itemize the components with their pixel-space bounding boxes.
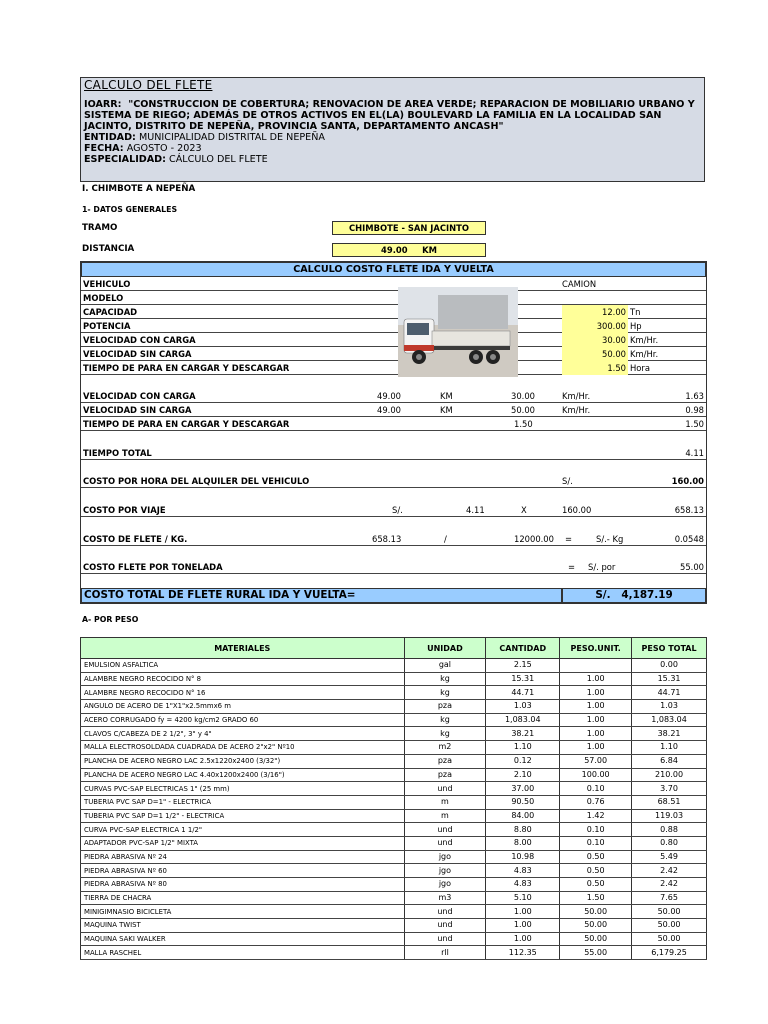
costo-kg-equals: = [565, 534, 573, 544]
col-header-unidad: UNIDAD [404, 638, 486, 659]
costo-hora-label: COSTO POR HORA DEL ALQUILER DEL VEHICULO [83, 476, 310, 486]
cell-material: TUBERIA PVC SAP D=1" - ELECTRICA [81, 795, 405, 809]
truck-photo [398, 287, 518, 377]
cell-peso-total: 44.71 [632, 686, 707, 700]
cell-material: MAQUINA SAKI WALKER [81, 932, 405, 946]
cell-unidad: pza [404, 754, 486, 768]
r1-label: VELOCIDAD CON CARGA [83, 391, 196, 401]
cell-cantidad: 1.03 [486, 700, 560, 714]
costo-hora-currency: S/. [562, 476, 573, 486]
r2-speed: 50.00 [511, 405, 535, 415]
materials-section-title: A- POR PESO [82, 615, 139, 624]
table-row [81, 946, 707, 960]
costo-kg-divide: / [444, 534, 447, 544]
tp-unit: Hora [630, 363, 650, 373]
cell-cantidad: 2.15 [486, 659, 560, 673]
table-row [81, 919, 707, 933]
costo-kg-row [81, 532, 706, 546]
cell-peso-total: 2.42 [632, 864, 707, 878]
col-header-cantidad: CANTIDAD [486, 638, 560, 659]
potencia-value: 300.00 [562, 319, 628, 333]
cell-peso-unit: 1.00 [560, 713, 632, 727]
table-row [81, 850, 707, 864]
cell-cantidad: 44.71 [486, 686, 560, 700]
especialidad-line [84, 154, 268, 165]
costo-viaje-hours: 4.11 [466, 505, 485, 515]
costo-viaje-rate: 160.00 [562, 505, 592, 515]
cell-peso-unit: 0.10 [560, 782, 632, 796]
r1-distance: 49.00 [377, 391, 401, 401]
col-header-materiales: MATERIALES [81, 638, 405, 659]
cell-peso-unit: 1.42 [560, 809, 632, 823]
cell-peso-total: 119.03 [632, 809, 707, 823]
vsc-unit: Km/Hr. [630, 349, 659, 359]
tp-label: TIEMPO DE PARA EN CARGAR Y DESCARGAR [83, 363, 290, 373]
cell-material: MAQUINA TWIST [81, 919, 405, 933]
costo-ton-row [81, 560, 706, 574]
tiempo-total-value: 4.11 [685, 448, 704, 458]
cell-material: CURVA PVC-SAP ELECTRICA 1 1/2" [81, 823, 405, 837]
cell-peso-total: 1.03 [632, 700, 707, 714]
table-header-row [81, 638, 707, 659]
cell-unidad: jgo [404, 878, 486, 892]
cell-peso-unit: 100.00 [560, 768, 632, 782]
cell-peso-total: 50.00 [632, 932, 707, 946]
cell-peso-total: 1,083.04 [632, 713, 707, 727]
distancia-value: 49.00 KM [332, 243, 486, 257]
costo-ton-equals: = [568, 562, 576, 572]
cell-peso-unit: 0.50 [560, 850, 632, 864]
table-row [81, 782, 707, 796]
distancia-label: DISTANCIA [82, 244, 135, 254]
cell-peso-total: 6,179.25 [632, 946, 707, 960]
cell-cantidad: 1.00 [486, 905, 560, 919]
cell-peso-unit: 1.00 [560, 700, 632, 714]
cell-peso-unit: 0.76 [560, 795, 632, 809]
cell-peso-total: 38.21 [632, 727, 707, 741]
capacidad-unit: Tn [630, 307, 641, 317]
cell-material: TUBERIA PVC SAP D=1 1/2" - ELECTRICA [81, 809, 405, 823]
r2-km: KM [440, 405, 453, 415]
cell-peso-total: 50.00 [632, 905, 707, 919]
cell-unidad: pza [404, 768, 486, 782]
tp-row [81, 361, 706, 375]
cell-peso-unit: 0.50 [560, 878, 632, 892]
tramo-value: CHIMBOTE - SAN JACINTO [332, 221, 486, 235]
table-row [81, 864, 707, 878]
fecha-label: FECHA: [84, 143, 124, 154]
col-header-peso-total: PESO TOTAL [632, 638, 707, 659]
cell-material: PIEDRA ABRASIVA Nº 60 [81, 864, 405, 878]
cell-unidad: und [404, 782, 486, 796]
r1-km: KM [440, 391, 453, 401]
cell-unidad: m [404, 809, 486, 823]
table-row [81, 700, 707, 714]
r2-label: VELOCIDAD SIN CARGA [83, 405, 192, 415]
cell-cantidad: 112.35 [486, 946, 560, 960]
cell-peso-unit: 50.00 [560, 932, 632, 946]
cell-material: ALAMBRE NEGRO RECOCIDO N° 16 [81, 686, 405, 700]
cell-cantidad: 15.31 [486, 672, 560, 686]
cell-unidad: kg [404, 727, 486, 741]
costo-hora-value: 160.00 [671, 476, 704, 486]
ioarr-text: "CONSTRUCCION DE COBERTURA; RENOVACION DE AREA VERDE; REPARACION DE MOBILIARIO URBANO Y SISTEMA DE RIEGO; ADEMÁS DE OTROS ACTIVOS EN EL(LA) BOULEVARD LA FAMILIA EN LA LOCALIDAD SAN JACINTO, DISTRITO DE NEPEÑA, PROVINCIA SANTA, DEPARTAMENTO ANCASH" [84, 99, 695, 132]
cell-material: TIERRA DE CHACRA [81, 891, 405, 905]
cell-peso-total: 210.00 [632, 768, 707, 782]
freight-calc-block [80, 261, 707, 604]
fecha-value: AGOSTO - 2023 [126, 143, 202, 154]
cell-cantidad: 0.12 [486, 754, 560, 768]
costo-kg-label: COSTO DE FLETE / KG. [83, 534, 188, 544]
vcc-row [81, 333, 706, 347]
r2-result: 0.98 [685, 405, 704, 415]
cell-cantidad: 38.21 [486, 727, 560, 741]
r1-result: 1.63 [685, 391, 704, 401]
cell-peso-unit: 50.00 [560, 905, 632, 919]
vcc-unit: Km/Hr. [630, 335, 659, 345]
cell-cantidad: 90.50 [486, 795, 560, 809]
cell-cantidad: 1.10 [486, 741, 560, 755]
modelo-row [81, 291, 706, 305]
r1-speed: 30.00 [511, 391, 535, 401]
cell-material: ACERO CORRUGADO fy = 4200 kg/cm2 GRADO 60 [81, 713, 405, 727]
cell-peso-total: 15.31 [632, 672, 707, 686]
cell-unidad: und [404, 836, 486, 850]
r3-result: 1.50 [685, 419, 704, 429]
cell-peso-total: 68.51 [632, 795, 707, 809]
table-row [81, 659, 707, 673]
table-row [81, 754, 707, 768]
entidad-label: ENTIDAD: [84, 132, 136, 143]
vehiculo-row [81, 277, 706, 291]
cell-peso-unit: 57.00 [560, 754, 632, 768]
cell-unidad: kg [404, 686, 486, 700]
cell-peso-unit: 1.50 [560, 891, 632, 905]
costo-viaje-currency: S/. [392, 505, 403, 515]
cell-cantidad: 8.00 [486, 836, 560, 850]
cell-material: ADAPTADOR PVC-SAP 1/2" MIXTA [81, 836, 405, 850]
table-row [81, 891, 707, 905]
vsc-value: 50.00 [562, 347, 628, 361]
cell-peso-total: 7.65 [632, 891, 707, 905]
cell-unidad: jgo [404, 864, 486, 878]
costo-hora-row [81, 474, 706, 488]
costo-ton-label: COSTO FLETE POR TONELADA [83, 562, 223, 572]
cell-material: MINIGIMNASIO BICICLETA [81, 905, 405, 919]
costo-ton-total: 55.00 [680, 562, 704, 572]
r1-unit: Km/Hr. [562, 391, 591, 401]
cell-peso-total: 0.00 [632, 659, 707, 673]
potencia-label: POTENCIA [83, 321, 131, 331]
cell-peso-unit: 1.00 [560, 672, 632, 686]
cell-unidad: und [404, 932, 486, 946]
cell-cantidad: 8.80 [486, 823, 560, 837]
cell-peso-total: 0.88 [632, 823, 707, 837]
cell-peso-unit: 1.00 [560, 686, 632, 700]
potencia-row [81, 319, 706, 333]
cell-material: MALLA RASCHEL [81, 946, 405, 960]
table-row [81, 878, 707, 892]
col-header-peso-unit: PESO.UNIT. [560, 638, 632, 659]
costo-kg-unit: S/.- Kg [596, 534, 624, 544]
cell-peso-unit: 0.50 [560, 864, 632, 878]
cell-peso-total: 3.70 [632, 782, 707, 796]
costo-kg-total: 0.0548 [674, 534, 704, 544]
table-row [81, 823, 707, 837]
especialidad-label: ESPECIALIDAD: [84, 154, 166, 165]
table-row [81, 741, 707, 755]
cell-cantidad: 37.00 [486, 782, 560, 796]
costo-viaje-times: X [521, 505, 527, 515]
costo-viaje-label: COSTO POR VIAJE [83, 505, 166, 515]
tramo-label: TRAMO [82, 223, 118, 233]
table-row [81, 795, 707, 809]
cell-peso-total: 5.49 [632, 850, 707, 864]
cell-material: PIEDRA ABRASIVA Nº 80 [81, 878, 405, 892]
table-row [81, 809, 707, 823]
cell-unidad: pza [404, 700, 486, 714]
cell-cantidad: 5.10 [486, 891, 560, 905]
cell-cantidad: 1.00 [486, 932, 560, 946]
cell-peso-unit: 0.10 [560, 836, 632, 850]
cell-material: ALAMBRE NEGRO RECOCIDO N° 8 [81, 672, 405, 686]
costo-viaje-row [81, 503, 706, 517]
cell-material: PLANCHA DE ACERO NEGRO LAC 4.40x1200x2400 (3/16") [81, 768, 405, 782]
r2-unit: Km/Hr. [562, 405, 591, 415]
cell-peso-total: 0.80 [632, 836, 707, 850]
cell-unidad: jgo [404, 850, 486, 864]
total-currency: S/. [595, 589, 611, 601]
cell-unidad: und [404, 919, 486, 933]
cell-unidad: m [404, 795, 486, 809]
cell-cantidad: 2.10 [486, 768, 560, 782]
table-row [81, 713, 707, 727]
r3-label: TIEMPO DE PARA EN CARGAR Y DESCARGAR [83, 419, 290, 429]
fecha-line [84, 143, 202, 154]
cell-material: EMULSION ASFALTICA [81, 659, 405, 673]
r2-row [81, 403, 706, 417]
table-row [81, 905, 707, 919]
vcc-label: VELOCIDAD CON CARGA [83, 335, 196, 345]
cell-cantidad: 1.00 [486, 919, 560, 933]
table-row [81, 932, 707, 946]
cell-peso-unit: 55.00 [560, 946, 632, 960]
cell-unidad: m2 [404, 741, 486, 755]
vsc-row [81, 347, 706, 361]
table-row [81, 686, 707, 700]
cell-peso-unit: 1.00 [560, 727, 632, 741]
cell-cantidad: 10.98 [486, 850, 560, 864]
cell-material: CURVAS PVC-SAP ELECTRICAS 1" (25 mm) [81, 782, 405, 796]
cell-unidad: m3 [404, 891, 486, 905]
capacidad-value: 12.00 [562, 305, 628, 319]
tp-value: 1.50 [562, 361, 628, 375]
cell-unidad: kg [404, 672, 486, 686]
cell-unidad: und [404, 905, 486, 919]
r3-row [81, 417, 706, 431]
tiempo-total-row [81, 446, 706, 460]
costo-ton-unit: S/. por [588, 562, 616, 572]
cell-cantidad: 84.00 [486, 809, 560, 823]
materials-table-body [81, 659, 707, 960]
cell-peso-total: 2.42 [632, 878, 707, 892]
cell-peso-unit: 1.00 [560, 741, 632, 755]
cell-unidad: und [404, 823, 486, 837]
total-box [562, 588, 706, 603]
ioarr-description [84, 99, 700, 132]
table-row [81, 768, 707, 782]
cell-peso-unit [560, 659, 632, 673]
cell-unidad: gal [404, 659, 486, 673]
entidad-line [84, 132, 325, 143]
cell-material: PLANCHA DE ACERO NEGRO LAC 2.5x1220x2400 (3/32") [81, 754, 405, 768]
cell-unidad: rll [404, 946, 486, 960]
table-row [81, 727, 707, 741]
cell-material: MALLA ELECTROSOLDADA CUADRADA DE ACERO 2"x2" Nº10 [81, 741, 405, 755]
section-subtitle: 1- DATOS GENERALES [82, 205, 178, 214]
vehiculo-value: CAMION [562, 279, 597, 289]
cell-cantidad: 1,083.04 [486, 713, 560, 727]
ioarr-label: IOARR: [84, 99, 122, 110]
cell-peso-unit: 50.00 [560, 919, 632, 933]
r2-distance: 49.00 [377, 405, 401, 415]
cell-material: PIEDRA ABRASIVA Nº 24 [81, 850, 405, 864]
materials-table [80, 637, 707, 960]
total-label: COSTO TOTAL DE FLETE RURAL IDA Y VUELTA= [81, 588, 562, 603]
table-row [81, 672, 707, 686]
vsc-label: VELOCIDAD SIN CARGA [83, 349, 192, 359]
vcc-value: 30.00 [562, 333, 628, 347]
total-value: 4,187.19 [621, 589, 673, 601]
r1-row [81, 389, 706, 403]
vehiculo-label: VEHICULO [83, 279, 131, 289]
calc-title: CALCULO COSTO FLETE IDA Y VUELTA [81, 262, 706, 277]
modelo-label: MODELO [83, 293, 124, 303]
costo-viaje-total: 658.13 [674, 505, 704, 515]
r3-hours: 1.50 [514, 419, 533, 429]
cell-peso-total: 1.10 [632, 741, 707, 755]
cell-material: ANGULO DE ACERO DE 1"X1"x2.5mmx6 m [81, 700, 405, 714]
cell-peso-unit: 0.10 [560, 823, 632, 837]
potencia-unit: Hp [630, 321, 642, 331]
cell-cantidad: 4.83 [486, 878, 560, 892]
capacidad-row [81, 305, 706, 319]
costo-kg-amount: 658.13 [372, 534, 402, 544]
table-row [81, 836, 707, 850]
cell-material: CLAVOS C/CABEZA DE 2 1/2", 3" y 4" [81, 727, 405, 741]
section-title: I. CHIMBOTE A NEPEÑA [82, 184, 196, 194]
capacidad-label: CAPACIDAD [83, 307, 138, 317]
especialidad-value: CÁLCULO DEL FLETE [169, 154, 268, 165]
cell-peso-total: 6.84 [632, 754, 707, 768]
cell-unidad: kg [404, 713, 486, 727]
document-header [80, 77, 705, 182]
entidad-value: MUNICIPALIDAD DISTRITAL DE NEPEÑA [138, 132, 325, 143]
document-title: CALCULO DEL FLETE [84, 78, 213, 92]
costo-kg-capacity: 12000.00 [514, 534, 554, 544]
tiempo-total-label: TIEMPO TOTAL [83, 448, 152, 458]
cell-cantidad: 4.83 [486, 864, 560, 878]
cell-peso-total: 50.00 [632, 919, 707, 933]
